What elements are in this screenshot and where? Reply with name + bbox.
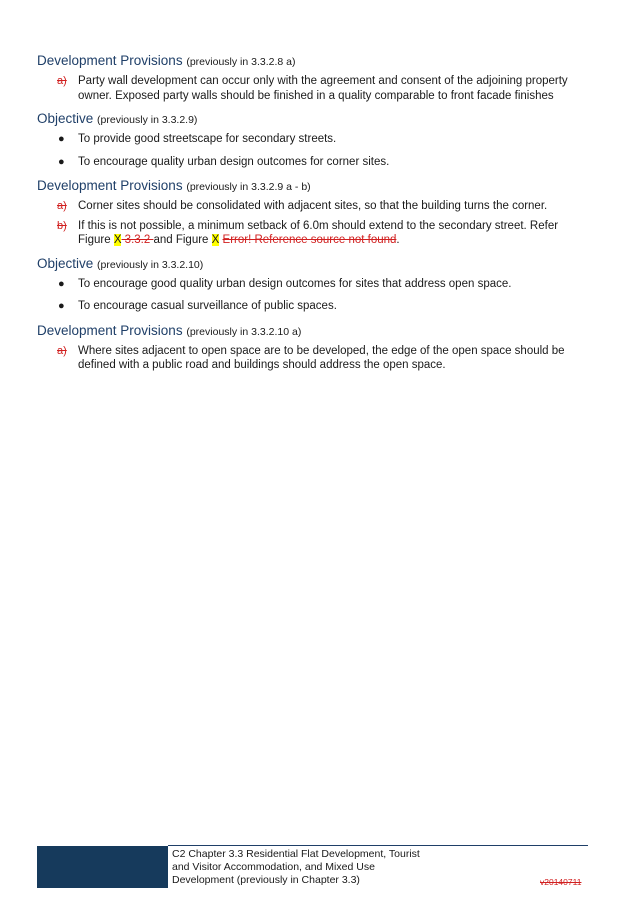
footer-chapter-title (172, 848, 472, 887)
heading-note: (previously in 3.3.2.10 a) (186, 325, 302, 338)
heading-note: (previously in 3.3.2.10) (97, 258, 204, 271)
sentence-end: . (396, 234, 400, 246)
deleted-figure-number: 3.3.2 (121, 234, 154, 246)
section-objective-2 (37, 255, 589, 314)
section-heading (37, 322, 589, 341)
footer-version: v20140711 (540, 877, 582, 887)
bullet-icon: ● (58, 277, 65, 290)
section-heading (37, 177, 589, 196)
item-marker: a) (57, 200, 67, 212)
heading-note: (previously in 3.3.2.8 a) (186, 56, 296, 68)
footer-line: Development (previously in Chapter 3.3) (172, 874, 360, 886)
bullet-text: To encourage casual surveillance of public spaces. (78, 300, 337, 312)
heading-title: Development Provisions (37, 178, 183, 193)
item-text: If this is not possible, a minimum setback of 6.0m should extend to the secondary street. Refer (78, 219, 559, 232)
bullet-icon: ● (58, 155, 65, 168)
section-objective-1 (37, 110, 589, 169)
heading-title: Development Provisions (37, 53, 183, 68)
section-heading (37, 255, 589, 274)
provision-item (37, 344, 589, 373)
section-development-provisions-1 (37, 52, 589, 103)
objective-bullet (37, 277, 589, 292)
footer-line: C2 Chapter 3.3 Residential Flat Development, Tourist (172, 848, 420, 860)
objective-bullet (37, 132, 589, 147)
section-development-provisions-2 (37, 177, 589, 248)
footer-rule (168, 845, 588, 846)
document-content (37, 52, 589, 380)
item-marker: b) (57, 219, 67, 232)
heading-title: Development Provisions (37, 322, 183, 338)
section-heading (37, 52, 589, 71)
provision-item (37, 74, 589, 103)
item-text: Party wall development can occur only with the agreement and consent of the adjoining property owner. Exposed party walls should be finished in a quality comparable to front facade finishes (78, 75, 568, 102)
provision-item (37, 219, 589, 248)
heading-title: Objective (37, 111, 94, 126)
bullet-text: To encourage quality urban design outcomes for corner sites. (78, 155, 390, 168)
item-marker: a) (57, 344, 67, 357)
provision-item (37, 199, 589, 214)
heading-title: Objective (37, 255, 94, 271)
heading-note: (previously in 3.3.2.9 a - b) (186, 181, 311, 193)
figure-reference[interactable]: Figure X (78, 234, 122, 246)
footer-color-block (37, 846, 168, 888)
objective-bullet (37, 155, 589, 170)
item-marker: a) (57, 75, 67, 87)
footer-line: and Visitor Accommodation, and Mixed Use (172, 861, 375, 873)
item-text: Corner sites should be consolidated with adjacent sites, so that the building turns the corner. (78, 200, 548, 212)
section-development-provisions-3 (37, 322, 589, 373)
bullet-icon: ● (58, 133, 65, 145)
figure-number-highlight: X (211, 234, 220, 246)
bullet-icon: ● (58, 300, 65, 312)
figure-number-highlight: X (113, 234, 122, 246)
reference-error-text: Error! Reference source not found (222, 234, 397, 246)
heading-note: (previously in 3.3.2.9) (97, 114, 198, 126)
item-text: Where sites adjacent to open space are to be developed, the edge of the open space should be defined with a public road and buildings should address the open space. (78, 344, 565, 371)
bullet-text: To encourage good quality urban design outcomes for sites that address open space. (78, 277, 512, 290)
and-text: and (153, 234, 173, 246)
bullet-text: To provide good streetscape for secondary streets. (78, 133, 337, 145)
section-heading (37, 110, 589, 129)
objective-bullet (37, 299, 589, 314)
figure-reference[interactable]: Figure X (175, 234, 220, 246)
